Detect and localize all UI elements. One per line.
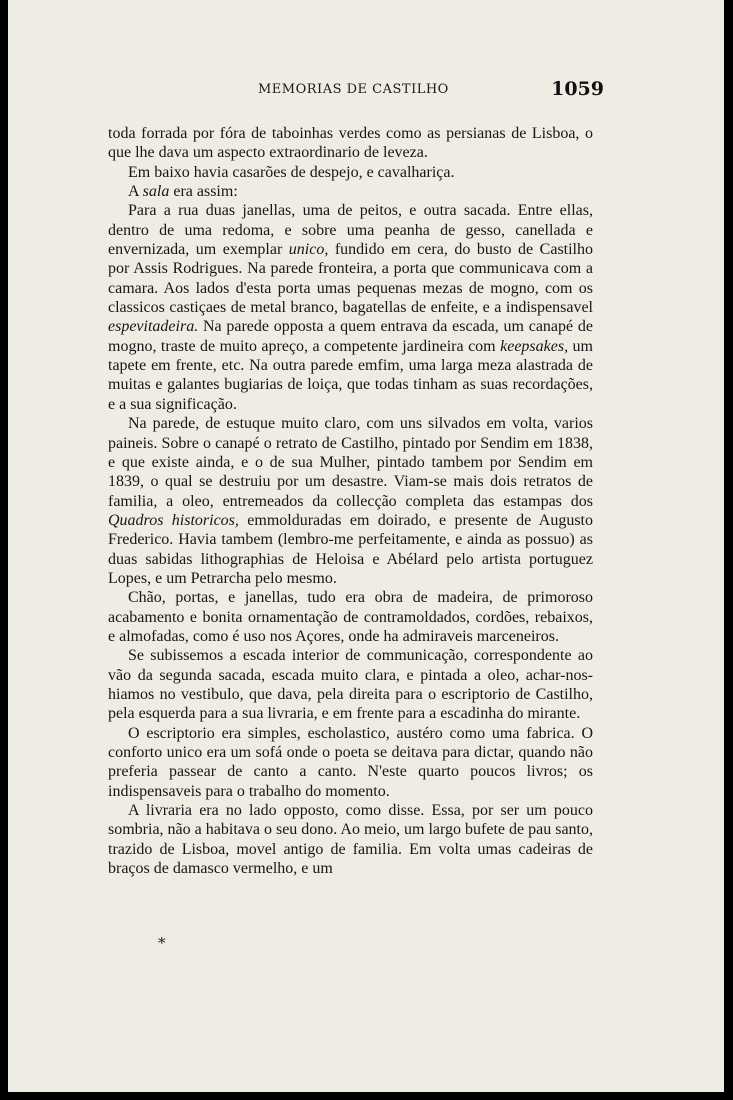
running-title: MEMORIAS DE CASTILHO — [258, 82, 449, 97]
paragraph — [108, 201, 593, 414]
text-run: era assim: — [169, 183, 238, 201]
text-run: emmolduradas em doirado, e presente de Augusto Frederico. Havia tambem (lembro-me perfeitamente, e ainda as possuo) as duas sabidas lithographias de Heloisa e Abélard pelo artista portuguez Lopes, e um Petrarcha pelo mesmo. — [108, 511, 593, 587]
text-run: O escriptorio era simples, escholastico, austéro como uma fabrica. O conforto unico era um sofá onde o poeta se deitava para dictar, quando não preferia passear de canto a canto. N'este quarto poucos livros; os indispensaveis para o trabalho do momento. — [108, 724, 593, 800]
body-text — [108, 124, 593, 878]
text-run: A livraria era no lado opposto, como disse. Essa, por ser um pouco sombria, não a habitava o seu dono. Ao meio, um largo bufete de pau santo, trazido de Lisboa, movel antigo de familia. Em volta umas cadeiras de braços de damasco vermelho, e um — [108, 802, 593, 878]
text-run: Na parede opposta a quem entrava da escada, um canapé de mogno, traste de muito apreço, a competente jardineira com — [108, 318, 593, 355]
page-number: 1059 — [551, 78, 604, 100]
paragraph — [108, 646, 593, 723]
paragraph — [108, 124, 593, 163]
book-page — [8, 0, 724, 1092]
paragraph — [108, 724, 593, 801]
text-run: fundido em cera, do busto de Castilho por Assis Rodrigues. Na parede fronteira, a porta que communicava com a camara. Aos lados d'esta porta umas pequenas mezas de mogno, com os classicos castiçaes de metal branco, bagatellas de enfeite, e a indispensavel — [108, 241, 594, 317]
paragraph — [108, 414, 593, 588]
paragraph — [108, 163, 593, 182]
text-run: um tapete em frente, etc. Na outra parede emfim, uma larga meza alastrada de muitas e galantes bugiarias de loiça, que todas tinham as suas recordações, e a sua significação. — [108, 337, 593, 413]
italic-text: espevitadeira. — [108, 318, 199, 336]
text-run: Se subissemos a escada interior de communicação, correspondente ao vão da segunda sacada, escada muito clara, e pintada a oleo, achar-nos-hiamos no vestibulo, que dava, pela direita para o escriptorio de Castilho, pela esquerda para a sua livraria, e em frente para a escadinha do mirante. — [108, 647, 593, 723]
paragraph — [108, 588, 593, 646]
paragraph — [108, 801, 593, 878]
text-run: Na parede, de estuque muito claro, com uns silvados em volta, varios paineis. Sobre o canapé o retrato de Castilho, pintado por Sendim em 1838, e que existe ainda, e o de sua Mulher, pintado tambem por Sendim em 1839, o qual se destruiu por um desastre. Viam-se mais dois retratos de familia, a oleo, entremeados da collecção completa das estampas dos — [108, 415, 593, 510]
text-run: Para a rua duas janellas, uma de peitos, e outra sacada. Entre ellas, dentro de uma redoma, e sobre uma peanha de gesso, canellada e envernizada, um exemplar — [108, 202, 593, 259]
text-run: Chão, portas, e janellas, tudo era obra de madeira, de primoroso acabamento e bonita ornamentação de contramoldados, cordões, rebaixos, e almofadas, como é uso nos Açores, onde ha admiraveis marceneiros. — [108, 589, 593, 645]
italic-text: sala — [142, 183, 170, 201]
italic-text: Quadros historicos, — [108, 511, 239, 529]
italic-text: keepsakes, — [500, 337, 569, 355]
page-header — [108, 80, 604, 108]
italic-text: unico, — [288, 241, 329, 259]
text-run: A — [128, 183, 143, 201]
text-run: toda forrada por fóra de taboinhas verdes como as persianas de Lisboa, o que lhe dava um aspecto extraordinario de leveza. — [108, 125, 593, 162]
paragraph — [108, 182, 593, 201]
signature-mark: * — [158, 934, 166, 952]
text-run: Em baixo havia casarões de despejo, e cavalhariça. — [128, 163, 455, 181]
